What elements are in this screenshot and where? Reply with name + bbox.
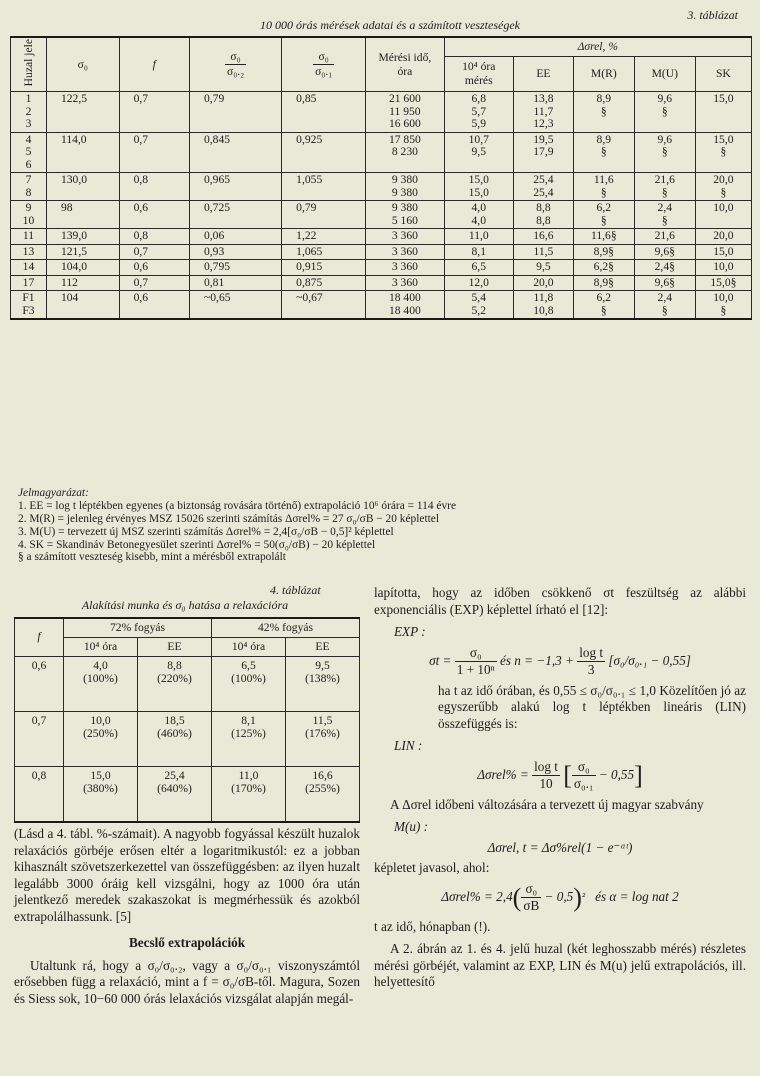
table3-body — [11, 92, 752, 320]
eq-part: és n = −1,3 + — [500, 653, 574, 669]
cell-ee: 9,5 — [513, 260, 573, 276]
cell-sk: 20,0 — [695, 229, 751, 245]
cell-mer: 12,0 — [444, 275, 513, 291]
cell-r2: 0,925 — [282, 132, 366, 173]
cell-r1: 0,79 — [189, 92, 281, 133]
cell-a: 15,0 (380%) — [64, 766, 138, 822]
cell-sk: 15,0 § — [695, 132, 751, 173]
cell-sigma0: 112 — [46, 275, 119, 291]
cell-c: 11,0 (170%) — [212, 766, 286, 822]
right-paragraph: A Δσrel időbeni változására a tervezett új magyar szabvány — [390, 796, 704, 812]
cell-sk: 10,0 — [695, 201, 751, 229]
table-row — [11, 229, 752, 245]
cell-mu: 2,4 § — [634, 201, 695, 229]
cell-ee: 19,5 17,9 — [513, 132, 573, 173]
cell-f: 0,7 — [119, 132, 189, 173]
cell-mr: 8,9§ — [573, 244, 634, 260]
cell-mer: 15,0 15,0 — [444, 173, 513, 201]
cell-mu: 9,6§ — [634, 275, 695, 291]
table3-number: 3. táblázat — [687, 8, 738, 22]
cell-mu: 21,6 — [634, 229, 695, 245]
cell-f: 0,6 — [119, 201, 189, 229]
cell-sigma0: 104,0 — [46, 260, 119, 276]
cell-r2: 1,065 — [282, 244, 366, 260]
cell-mer: 5,4 5,2 — [444, 291, 513, 320]
cell-r2: 0,915 — [282, 260, 366, 276]
cell-time: 3 360 — [366, 275, 444, 291]
cell-sigma0: 98 — [46, 201, 119, 229]
table-row — [11, 173, 752, 201]
table3-legend — [18, 487, 738, 564]
cell-f: 0,7 — [119, 92, 189, 133]
cell-mu: 2,4§ — [634, 260, 695, 276]
cell-f: 0,8 — [119, 229, 189, 245]
cell-id: F1 F3 — [11, 291, 47, 320]
right-paragraph: ha t az idő órában, és 0,55 ≤ σ₀/σ₀.₁ ≤ 1,0 Közelítően jó az egyszerűbb alakú log t léptékben lineáris (LIN) összefüggés is: — [438, 682, 746, 731]
th-sk: SK — [695, 57, 751, 92]
table-row — [15, 766, 360, 822]
section-heading: Becslő extrapolációk — [128, 935, 246, 950]
cell-r1: 0,93 — [189, 244, 281, 260]
cell-r1: 0,795 — [189, 260, 281, 276]
cell-b: 8,8 (220%) — [138, 656, 212, 711]
table-row — [15, 711, 360, 766]
cell-time: 3 360 — [366, 244, 444, 260]
table-row — [11, 260, 752, 276]
eq-part: Δσrel% = — [477, 767, 529, 783]
th-f: f — [119, 37, 189, 92]
cell-time: 3 360 — [366, 260, 444, 276]
cell-mer: 10,7 9,5 — [444, 132, 513, 173]
t4-th-h3: 10⁴ óra — [212, 637, 286, 656]
cell-sk: 15,0 — [695, 92, 751, 133]
cell-mu: 9,6 § — [634, 132, 695, 173]
cell-sigma0: 139,0 — [46, 229, 119, 245]
table4-caption: Alakítási munka és σ₀ hatása a relaxációra — [81, 598, 289, 612]
th-time: Mérési idő, óra — [366, 37, 444, 92]
table-row — [11, 244, 752, 260]
cell-c: 8,1 (125%) — [212, 711, 286, 766]
table-row — [11, 92, 752, 133]
right-paragraph: t az idő, hónapban (!). — [374, 918, 491, 934]
t4-th-h1: 10⁴ óra — [64, 637, 138, 656]
cell-time: 17 850 8 230 — [366, 132, 444, 173]
eq-part: σt = — [429, 653, 452, 669]
cell-d: 16,6 (255%) — [286, 766, 360, 822]
cell-mr: 8,9 § — [573, 92, 634, 133]
cell-mer: 6,5 — [444, 260, 513, 276]
th-mu: M(U) — [634, 57, 695, 92]
cell-ee: 20,0 — [513, 275, 573, 291]
cell-time: 9 380 5 160 — [366, 201, 444, 229]
cell-r1: 0,81 — [189, 275, 281, 291]
eq-part: [σ₀/σ₀.₁ − 0,55] — [608, 653, 691, 669]
cell-ee: 25,4 25,4 — [513, 173, 573, 201]
cell-r1: 0,725 — [189, 201, 281, 229]
exp-equation: σt = $\frac{\text{σ₀}}{\text{1 + 10ⁿ}}$ és n = −1,3 + $\frac{\text{log t}}{3}$ [σ₀/σ₀.₁ − 0,55] — [429, 644, 691, 677]
cell-mer: 4,0 4,0 — [444, 201, 513, 229]
cell-mu: 9,6§ — [634, 244, 695, 260]
eq-part: − 0,55 — [598, 767, 635, 783]
cell-d: 11,5 (176%) — [286, 711, 360, 766]
cell-time: 3 360 — [366, 229, 444, 245]
cell-f: 0,7 — [119, 275, 189, 291]
cell-r1: 0,845 — [189, 132, 281, 173]
eq-part: ² — [581, 890, 586, 903]
table3 — [10, 36, 752, 320]
th-delta-group: Δσrel, % — [444, 37, 751, 57]
cell-mr: 6,2§ — [573, 260, 634, 276]
cell-mer: 6,8 5,7 5,9 — [444, 92, 513, 133]
cell-ee: 13,8 11,7 12,3 — [513, 92, 573, 133]
table4-body — [15, 656, 360, 822]
cell-f: 0,8 — [15, 766, 64, 822]
th-ratio1: $\frac{\text{σ₀}}{\text{σ₀.₂}}$ — [189, 37, 281, 92]
th-measured: 10⁴ óra mérés — [444, 57, 513, 92]
th-ratio2: $\frac{\text{σ₀}}{\text{σ₀.₁}}$ — [282, 37, 366, 92]
cell-ee: 11,8 10,8 — [513, 291, 573, 320]
right-paragraph: A 2. ábrán az 1. és 4. jelű huzal (két leghosszabb mérés) részletes mérési görbéjét, valamint az EXP, LIN és M(u) jelű extrapolációs, ill. helyettesítő — [374, 941, 746, 989]
cell-b: 18,5 (460%) — [138, 711, 212, 766]
cell-r2: 0,875 — [282, 275, 366, 291]
eq-part: − 0,5 — [544, 889, 574, 905]
cell-f: 0,6 — [119, 260, 189, 276]
cell-sigma0: 114,0 — [46, 132, 119, 173]
th-sigma0: σ₀ — [46, 37, 119, 92]
cell-sk: 10,0 — [695, 260, 751, 276]
cell-b: 25,4 (640%) — [138, 766, 212, 822]
cell-id: 9 10 — [11, 201, 47, 229]
cell-mr: 6,2 § — [573, 291, 634, 320]
cell-mr: 6,2 § — [573, 201, 634, 229]
table-row — [11, 201, 752, 229]
cell-time: 21 600 11 950 16 600 — [366, 92, 444, 133]
cell-ee: 11,5 — [513, 244, 573, 260]
cell-r1: ~0,65 — [189, 291, 281, 320]
exp-label: EXP : — [394, 624, 426, 639]
legend-item: § a számított veszteség kisebb, mint a mérésből extrapolált — [18, 551, 286, 564]
lin-label: LIN : — [394, 738, 423, 753]
left-paragraph: (Lásd a 4. tábl. %-számait). A nagyobb fogyással készült huzalok relaxációs görbéje erősen eltér a logaritmikustól: ez a jobban kihasznált szövetszerkezettel van összefüggésben: az ilyen huzalt legalább 3000 óráig kell vizsgálni, hogy az 1000 óra után jelentkező meredek szakaszokat is megmérhessük és azokból extrapolálhassunk. [5] — [14, 826, 360, 924]
th-mr: M(R) — [573, 57, 634, 92]
cell-sk: 15,0§ — [695, 275, 751, 291]
cell-mu: 9,6 § — [634, 92, 695, 133]
cell-id: 1 2 3 — [11, 92, 47, 133]
cell-f: 0,6 — [15, 656, 64, 711]
legend-item: 3. M(U) = tervezett új MSZ szerinti számítás Δσrel% = 2,4[σ₀/σB − 0,5]² képlettel — [18, 525, 394, 538]
table4 — [14, 617, 360, 823]
cell-r1: 0,06 — [189, 229, 281, 245]
cell-f: 0,8 — [119, 173, 189, 201]
cell-d: 9,5 (138%) — [286, 656, 360, 711]
cell-sk: 15,0 — [695, 244, 751, 260]
left-paragraph: Utaltunk rá, hogy a σ₀/σ₀.₂, vagy a σ₀/σ₀.₁ viszonyszámtól erősebben függ a relaxáció, mint a f = σ₀/σB-től. Magura, Sozen és Siess sok, 10−60 000 órás lelaxációs vizsgálat alapján megál- — [14, 957, 360, 1006]
legend-item: 4. SK = Skandináv Betonegyesület szerinti Δσrel% = 50(σ₀/σB) − 20 képlettel — [18, 538, 376, 551]
cell-time: 9 380 9 380 — [366, 173, 444, 201]
cell-r2: 0,85 — [282, 92, 366, 133]
t4-th-h2: EE — [138, 637, 212, 656]
legend-title: Jelmagyarázat: — [18, 487, 89, 499]
cell-id: 7 8 — [11, 173, 47, 201]
left-column — [14, 826, 360, 1007]
lin-equation: Δσrel% = $\frac{\text{log t}}{10}$ [ $\frac{\text{σ₀}}{\text{σ₀.₁}}$ − 0,55 ] — [477, 758, 643, 791]
cell-sk: 20,0 § — [695, 173, 751, 201]
cell-a: 4,0 (100%) — [64, 656, 138, 711]
cell-ee: 8,8 8,8 — [513, 201, 573, 229]
cell-id: 11 — [11, 229, 47, 245]
table3-caption: 10 000 órás mérések adatai és a számított veszteségek — [260, 18, 520, 32]
cell-f: 0,6 — [119, 291, 189, 320]
t4-th-42: 42% fogyás — [212, 618, 360, 637]
cell-sigma0: 121,5 — [46, 244, 119, 260]
cell-mer: 8,1 — [444, 244, 513, 260]
table-row — [11, 132, 752, 173]
cell-c: 6,5 (100%) — [212, 656, 286, 711]
t4-th-h4: EE — [286, 637, 360, 656]
table-row — [11, 291, 752, 320]
right-paragraph: képletet javasol, ahol: — [374, 860, 490, 875]
cell-ee: 16,6 — [513, 229, 573, 245]
alpha-equation: Δσrel% = 2,4 ( $\frac{\text{σ₀}}{\sigma B}$ − 0,5 ) ² és α = log nat 2 — [441, 880, 679, 913]
cell-sigma0: 130,0 — [46, 173, 119, 201]
cell-r2: ~0,67 — [282, 291, 366, 320]
cell-id: 4 5 6 — [11, 132, 47, 173]
th-wire-id: Huzal jele — [11, 37, 47, 92]
cell-r2: 1,22 — [282, 229, 366, 245]
cell-id: 17 — [11, 275, 47, 291]
eq-part: és α = log nat 2 — [595, 889, 679, 905]
cell-mr: 11,6§ — [573, 229, 634, 245]
cell-r1: 0,965 — [189, 173, 281, 201]
cell-sigma0: 104 — [46, 291, 119, 320]
cell-id: 13 — [11, 244, 47, 260]
t4-th-72: 72% fogyás — [64, 618, 212, 637]
right-paragraph: lapította, hogy az időben csökkenő σt feszültség az alábbi exponenciális (EXP) képlettel írható el [12]: — [374, 585, 746, 617]
th-ee: EE — [513, 57, 573, 92]
right-column — [374, 585, 746, 991]
cell-mu: 21,6 § — [634, 173, 695, 201]
cell-f: 0,7 — [15, 711, 64, 766]
cell-mu: 2,4 § — [634, 291, 695, 320]
cell-mer: 11,0 — [444, 229, 513, 245]
table-row — [15, 656, 360, 711]
cell-id: 14 — [11, 260, 47, 276]
cell-r2: 0,79 — [282, 201, 366, 229]
cell-r2: 1,055 — [282, 173, 366, 201]
cell-mr: 11,6 § — [573, 173, 634, 201]
table-row — [11, 275, 752, 291]
legend-item: 2. M(R) = jelenleg érvényes MSZ 15026 szerinti számítás Δσrel% = 27 σ₀/σB − 20 képlettel — [18, 512, 439, 525]
legend-item: 1. EE = log t léptékben egyenes (a biztonság rovására történő) extrapoláció 10⁶ órára = 114 évre — [18, 499, 456, 512]
table4-number: 4. táblázat — [270, 583, 321, 597]
cell-time: 18 400 18 400 — [366, 291, 444, 320]
cell-sigma0: 122,5 — [46, 92, 119, 133]
t4-th-f: f — [15, 618, 64, 656]
cell-mr: 8,9 § — [573, 132, 634, 173]
mu-equation: Δσrel, t = Δσ%rel(1 − e⁻ᵅᵗ) — [487, 839, 633, 855]
cell-sk: 10,0 § — [695, 291, 751, 320]
cell-f: 0,7 — [119, 244, 189, 260]
cell-a: 10,0 (250%) — [64, 711, 138, 766]
eq-part: Δσrel% = 2,4 — [441, 889, 513, 905]
cell-mr: 8,9§ — [573, 275, 634, 291]
mu-label: M(u) : — [394, 819, 429, 834]
